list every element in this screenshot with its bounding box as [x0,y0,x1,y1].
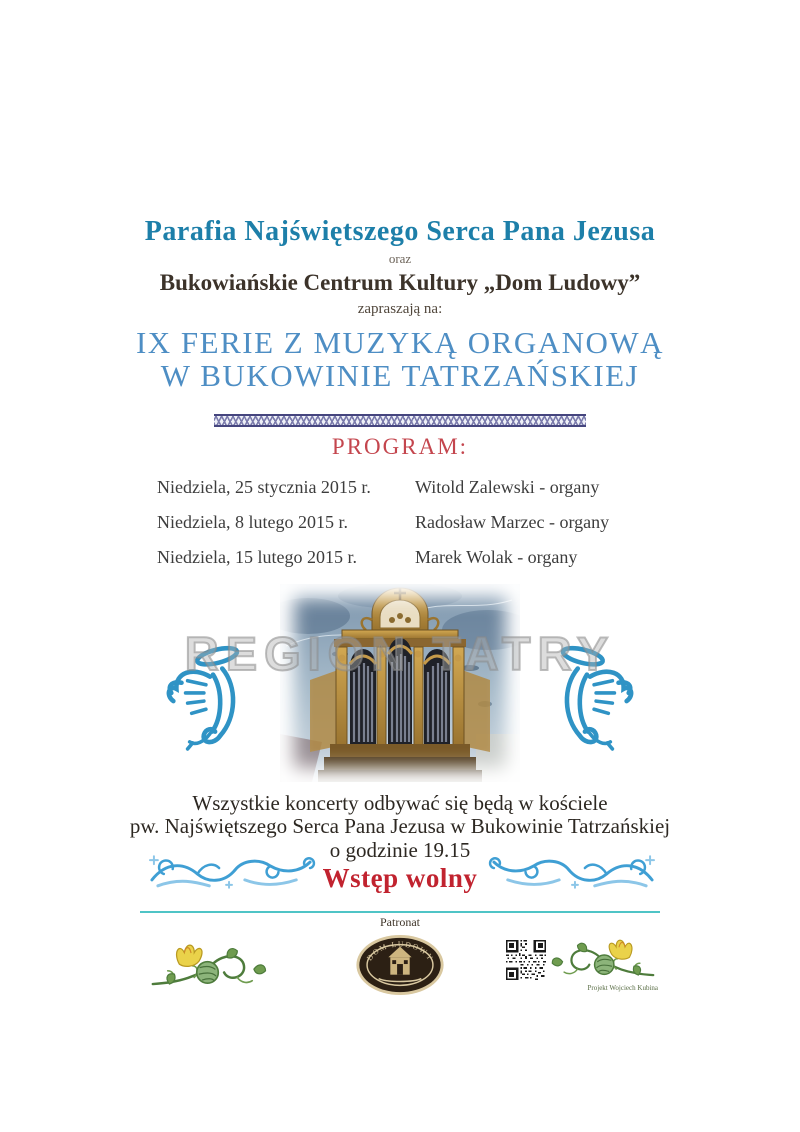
folk-ornament-icon [544,932,660,993]
venue-details [0,792,800,863]
culture-center-title: Bukowiańskie Centrum Kultury „Dom Ludowy” [159,270,641,295]
poster-header [0,0,800,393]
program-heading: PROGRAM: [331,433,469,459]
floral-flourish-icon [488,849,656,893]
program-date: Niedziela, 8 lutego 2015 r. [157,511,348,532]
program-performer: Radosław Marzec - organy [415,511,610,532]
design-credit: Projekt Wojciech Kubina [587,984,658,993]
invitation-text: zapraszają na: [357,301,443,317]
conjunction-text: oraz [388,251,412,266]
admission-text: Wstęp wolny [322,863,478,894]
event-title-line1: IX FERIE Z MUZYKĄ ORGANOWĄ [135,325,665,360]
parish-title: Parafia Najświętszego Serca Pana Jezusa [144,216,656,247]
watermark-text: REGION TATRY [184,626,616,680]
folk-ornament-icon [146,936,274,994]
patronage-row [140,932,660,998]
program-date: Niedziela, 15 lutego 2015 r. [157,546,357,567]
program-row [157,512,643,547]
event-title [0,327,800,393]
organ-illustration [280,584,520,782]
program-date: Niedziela, 25 stycznia 2015 r. [157,476,371,497]
braided-divider [214,414,586,427]
logo-arc-text: DOM LUDOWY [364,939,436,964]
patronage-label: Patronat [380,915,420,930]
patronage-divider [140,911,660,913]
program-performer: Witold Zalewski - organy [415,476,600,497]
floral-flourish-icon [148,849,316,893]
event-title-line2: W BUKOWINIE TATRZAŃSKIEJ [160,357,640,393]
program-table [157,477,643,582]
admission-row [0,863,800,901]
qr-code [506,940,546,980]
venue-line2: pw. Najświętszego Serca Pana Jezusa w Bukowinie Tatrzańskiej [129,814,671,839]
venue-line3: o godzinie 19.15 [329,837,471,862]
venue-line1: Wszystkie koncerty odbywać się będą w kościele [192,790,608,815]
program-performer: Marek Wolak - organy [415,546,578,567]
artwork-section [0,584,800,786]
dom-ludowy-logo [354,934,446,996]
program-row [157,477,643,512]
program-row [157,547,643,582]
